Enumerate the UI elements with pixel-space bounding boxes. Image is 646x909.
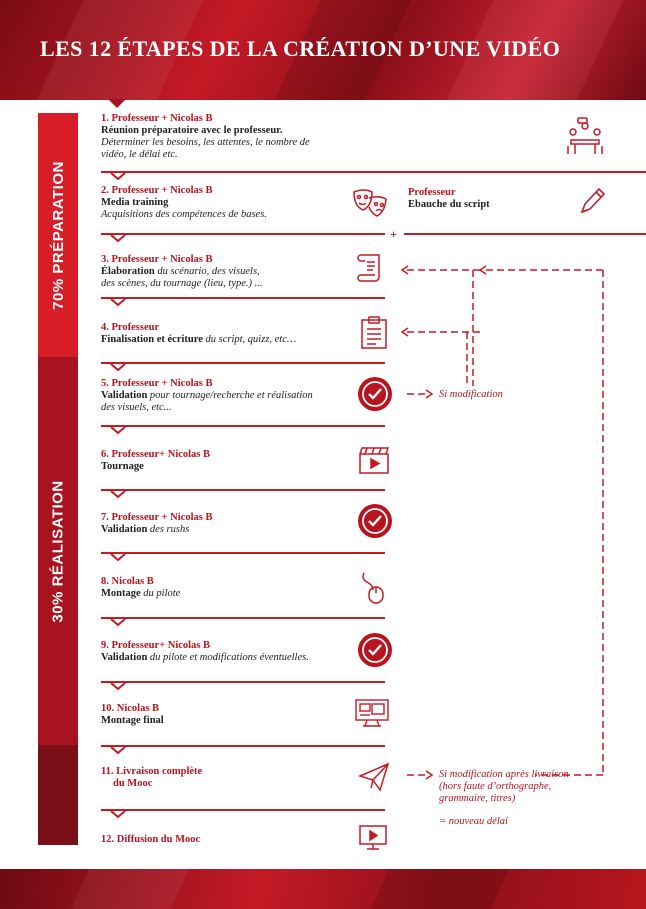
pencil-icon [578, 186, 606, 216]
footer-banner [0, 869, 646, 909]
step-11 [101, 766, 202, 790]
note-after-delivery: Si modification après livraison [439, 769, 569, 780]
step-9 [101, 640, 309, 664]
clipboard-icon [360, 316, 388, 350]
step-8 [101, 576, 180, 600]
step-12 [101, 834, 200, 846]
step-text-bold: Élaboration [101, 266, 155, 277]
chevron-down-icon [110, 426, 126, 434]
step-text-italic: du pilote [140, 588, 181, 599]
note-after-delivery: grammaire, titres) [439, 793, 516, 804]
step-text-bold: Validation [101, 652, 148, 663]
separator [101, 297, 385, 299]
step-title: 4. Professeur [101, 322, 160, 333]
mouse-icon [360, 571, 388, 605]
step-5 [101, 378, 313, 414]
script-scroll-icon [356, 252, 386, 284]
step-title: 3. Professeur + Nicolas B [101, 254, 213, 265]
arrow-head-icon [400, 327, 410, 337]
chevron-down-icon [110, 172, 126, 180]
separator [101, 171, 646, 173]
step-title: 11. Livraison complète [101, 766, 203, 777]
step-text-italic: des visuels, etc... [101, 402, 172, 413]
chevron-down-icon [110, 618, 126, 626]
separator [101, 233, 385, 235]
header-notch [108, 99, 126, 108]
chevron-down-icon [110, 553, 126, 561]
step-text-italic: du scénario, des visuels, [154, 266, 260, 277]
step-title-line2: du Mooc [113, 778, 153, 789]
side-step-title: Professeur [408, 187, 456, 198]
step-text-italic: Déterminer les besoins, les attentes, le nombre de [101, 137, 310, 148]
chevron-down-icon [110, 746, 126, 754]
arrow-head-icon [400, 265, 410, 275]
step-text-italic: des scènes, du tournage (lieu, type.) ... [101, 278, 263, 289]
step-6 [101, 449, 210, 473]
step-4 [101, 322, 296, 346]
check-circle-icon [357, 632, 393, 668]
step-text-bold: Media training [101, 197, 169, 208]
step-text-italic: vidéo, le délai etc. [101, 149, 178, 160]
step-1 [101, 113, 310, 161]
step-10 [101, 703, 164, 727]
step-text-italic: du pilote et modifications éventuelles. [147, 652, 309, 663]
step-text-bold: Tournage [101, 461, 144, 472]
footer-facet [366, 869, 514, 909]
chevron-down-icon [110, 234, 126, 242]
separator [101, 425, 385, 427]
theater-masks-icon [352, 186, 388, 220]
check-circle-icon [357, 376, 393, 412]
separator [101, 489, 385, 491]
separator [404, 233, 646, 235]
phase-preparation-label: 70% PRÉPARATION [49, 160, 67, 310]
chevron-down-icon [110, 810, 126, 818]
chevron-down-icon [110, 490, 126, 498]
step-7 [101, 512, 212, 536]
step-text-italic: Acquisitions des compétences de bases. [101, 209, 267, 220]
separator [101, 552, 385, 554]
step-text-italic: du script, quizz, etc… [202, 334, 297, 345]
separator [101, 809, 385, 811]
editing-screen-icon [354, 698, 390, 728]
step-title: 9. Professeur+ Nicolas B [101, 640, 211, 651]
phase-delivery-band [38, 745, 78, 845]
check-circle-icon [357, 503, 393, 539]
note-si-modification: Si modification [439, 389, 503, 400]
video-screen-icon [358, 824, 388, 852]
note-new-deadline: = nouveau délai [439, 816, 508, 827]
step-title: 10. Nicolas B [101, 703, 160, 714]
step-text-bold: Finalisation et écriture [101, 334, 203, 345]
step-text-bold: Validation [101, 390, 148, 401]
feedback-arrows [395, 260, 615, 800]
step-text-bold: Montage final [101, 715, 164, 726]
separator [101, 617, 385, 619]
step-title: 2. Professeur + Nicolas B [101, 185, 213, 196]
arrow-head-icon [424, 770, 434, 780]
header-banner [0, 0, 646, 100]
step-2 [101, 185, 267, 221]
step-title: 6. Professeur+ Nicolas B [101, 449, 211, 460]
footer-facet [66, 869, 194, 909]
phase-preparation-band [38, 113, 78, 357]
chevron-down-icon [110, 363, 126, 371]
separator [101, 362, 385, 364]
clapperboard-icon [358, 445, 390, 475]
chevron-down-icon [110, 682, 126, 690]
chevron-down-icon [110, 298, 126, 306]
plus-sign: + [390, 227, 397, 241]
arrow-head-icon [424, 389, 434, 399]
step-text-bold: Montage [101, 588, 141, 599]
separator [101, 745, 385, 747]
step-title: 8. Nicolas B [101, 576, 154, 587]
phase-realisation-band [38, 357, 78, 745]
step-text-bold: Réunion préparatoire avec le professeur. [101, 125, 283, 136]
note-after-delivery: (hors faute d’orthographe, [439, 781, 552, 792]
step-text-bold: Validation [101, 524, 148, 535]
phase-realisation-label: 30% RÉALISATION [49, 479, 67, 623]
page-title: LES 12 ÉTAPES DE LA CRÉATION D’UNE VIDÉO [40, 36, 561, 61]
paper-plane-icon [358, 762, 390, 792]
side-step-script [408, 187, 490, 211]
arrow-head-icon [478, 265, 488, 275]
step-title: 1. Professeur + Nicolas B [101, 113, 213, 124]
step-title: 12. Diffusion du Mooc [101, 834, 201, 845]
step-text-italic: pour tournage/recherche et réalisation [147, 390, 313, 401]
step-title: 5. Professeur + Nicolas B [101, 378, 213, 389]
step-text-italic: des rushs [147, 524, 190, 535]
side-step-subtitle: Ebauche du script [408, 199, 490, 210]
step-title: 7. Professeur + Nicolas B [101, 512, 213, 523]
meeting-icon [565, 116, 605, 156]
separator [101, 681, 385, 683]
step-3 [101, 254, 263, 290]
